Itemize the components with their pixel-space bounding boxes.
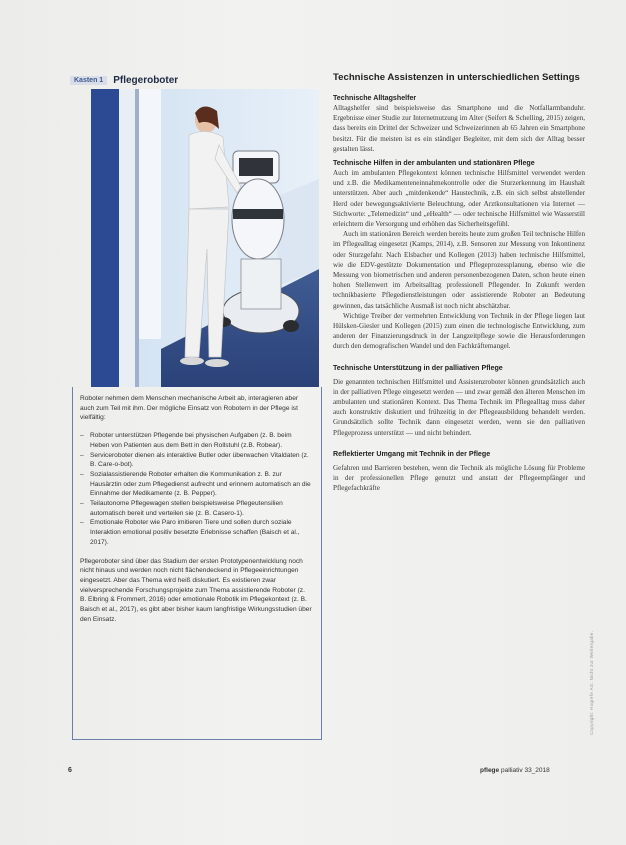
list-item: – Teilautonome Pflegewagen stellen beispielsweise Pflegeutensilien automatisch bereit und verteilen sie (z. B. Casero-1).: [80, 499, 312, 518]
subheading-ambulant: Technische Hilfen in der ambulanten und stationären Pflege: [333, 159, 535, 168]
robot-photo: [91, 89, 319, 387]
section-title: Technische Assistenzen in unterschiedlichen Settings: [333, 72, 580, 83]
journal-name: pflege: [480, 767, 500, 774]
list-item: – Serviceroboter dienen als interaktive Butler oder überwachen Vitaldaten (z. B. Care-o-bot).: [80, 451, 312, 470]
paragraph: Alltagshelfer sind beispielsweise das Smartphone und die Notfallarmbanduhr. Ergebnisse einer Studie zur Internetnutzung im Alter (Seifert & Schelling, 2015) zeigen, dass bereits ein Drittel der Schweizer und Schweizerinnen ab 65 Jahren ein Smartphone besitzt. Für die meisten ist es ein ständiger Begleiter, mit dem sich der Alltag besser gestalten lässt.: [333, 104, 585, 153]
list-item: – Emotionale Roboter wie Paro imitieren Tiere und sollen durch soziale Interaktion emotional positiv besetzte Erlebnisse schaffen (Baisch et al., 2017).: [80, 518, 312, 547]
paragraph: Wichtige Treiber der vermehrten Entwicklung von Technik in der Pflege liegen laut Hülsken-Giesler und Kollegen (2015) zum einen die technologische Entwicklung, zum anderen der Finanzierungsdruck in der Langzeitpflege sowie die Herausforderungen durch den demografischen Wandel und den Fachkräftemangel.: [333, 311, 585, 351]
page-number: 6: [68, 767, 72, 774]
box-intro: Roboter nehmen dem Menschen mechanische Arbeit ab, interagieren aber auch zum Teil mit ihm. Der mögliche Einsatz von Robotern in der Pflege ist vielfältig:: [80, 395, 299, 422]
box-outro: Pflegeroboter sind über das Stadium der ersten Prototypenentwicklung noch nicht hinaus und werden noch nicht flächendeckend in Pflegeeinrichtungen eingesetzt. Aber das Thema wird heiß diskutiert. Es existieren zwar vielversprechende Forschungsprojekte zum Thema assistierende Roboter (z. B. Elbring & Frommert, 2016) oder emotionale Robotik im Pflegekontext (z. B. Baisch et al., 2017), es gibt aber bisher kaum langfristige Wirkungsstudien über den Einsatz.: [80, 557, 312, 623]
box-header: [70, 73, 305, 87]
box-tag: Kasten 1: [70, 76, 107, 85]
journal-issue: palliativ 33_2018: [500, 767, 550, 774]
list-item: – Roboter unterstützen Pflegende bei physischen Aufgaben (z. B. beim Heben von Patienten aus dem Bett in den Rollstuhl (z.B. Robear).: [80, 431, 312, 450]
subheading-palliativ: Technische Unterstützung in der palliativen Pflege: [333, 363, 503, 372]
box-body: [80, 394, 312, 632]
journal-footer: [480, 767, 550, 774]
subheading-alltagshelfer: Technische Alltagshelfer: [333, 94, 417, 102]
subheading-reflektiert: Reflektierter Umgang mit Technik in der Pflege: [333, 449, 491, 458]
paragraph: Gefahren und Barrieren bestehen, wenn die Technik als mögliche Lösung für Probleme in der professionellen Pflege genutzt und anstatt der Pflegeempfänger und Pflegefachkräfte: [333, 463, 585, 493]
box-title: Pflegeroboter: [113, 74, 179, 86]
paragraph: Auch im stationären Bereich werden bereits heute zum großen Teil technische Hilfen im Pflegealltag eingesetzt (Kamps, 2014), z.B. Sensoren zur Messung von Inkontinenz oder Sturzgefahr. Nach Elsbacher und Kollegen (2013) haben technische Hilfsmittel, wie die EDV-gestützte Dokumentation und Pflegeprozessplanung, ebenso wie die Messung von biometrischen und anderen personenbezogenen Daten, schon heute einen hohen Stellenwert im Arbeitsalltag professionell Pflegender. In Zukunft werden technikbasierte Pflegedienstleistungen oder assistierende Roboter an Bedeutung gewinnen, das tatsächliche Ausmaß ist noch nicht abschätzbar.: [333, 230, 585, 310]
paragraph: Auch im ambulanten Pflegekontext können technische Hilfsmittel verwendet werden und z.B. die Medikamenteneinnahmekontrolle oder die Sturzerkennung im Haushalt unterstützen. Aber auch „mitdenkende“ Haustechnik, z.B. ein sich selbst abstellender Herd oder bewegungsaktivierte Beleuchtung, oder Arztkonsultationen via Internet — Stichworte: „Telemedizin“ und „eHealth“ — oder technische Hilfsmittel wie Wasserstill erleichtern die Versorgung und erhöhen das Sicherheitsgefühl.: [333, 169, 585, 229]
box-list: [80, 431, 312, 547]
copyright-stamp: Copyright: Hogrefe AG. Nicht zur Weitergabe.: [589, 630, 594, 735]
paragraph: Die genannten technischen Hilfsmittel und Assistenzroboter können grundsätzlich auch in der palliativen Pflege eingesetzt werden — und zwar gemäß den älteren Menschen im ambulanten und stationären Kontext. Das Thema Technik im Pflegealltag muss daher auch konstruktiv diskutiert und frühzeitig in der Pflegeausbildung behandelt werden. Grundsätzlich sollte Technik dann eingesetzt werden, wenn sie den palliativen Pflegeprozess unterstützt — und nicht behindert.: [333, 377, 585, 437]
right-column: [333, 72, 585, 494]
list-item: – Sozialassistierende Roboter erhalten die Kommunikation z. B. zur Hausärztin oder zum Pflegedienst aufrecht und erinnern automatisch an die Einnahme der Medikamente (z. B. Pepper).: [80, 470, 312, 499]
